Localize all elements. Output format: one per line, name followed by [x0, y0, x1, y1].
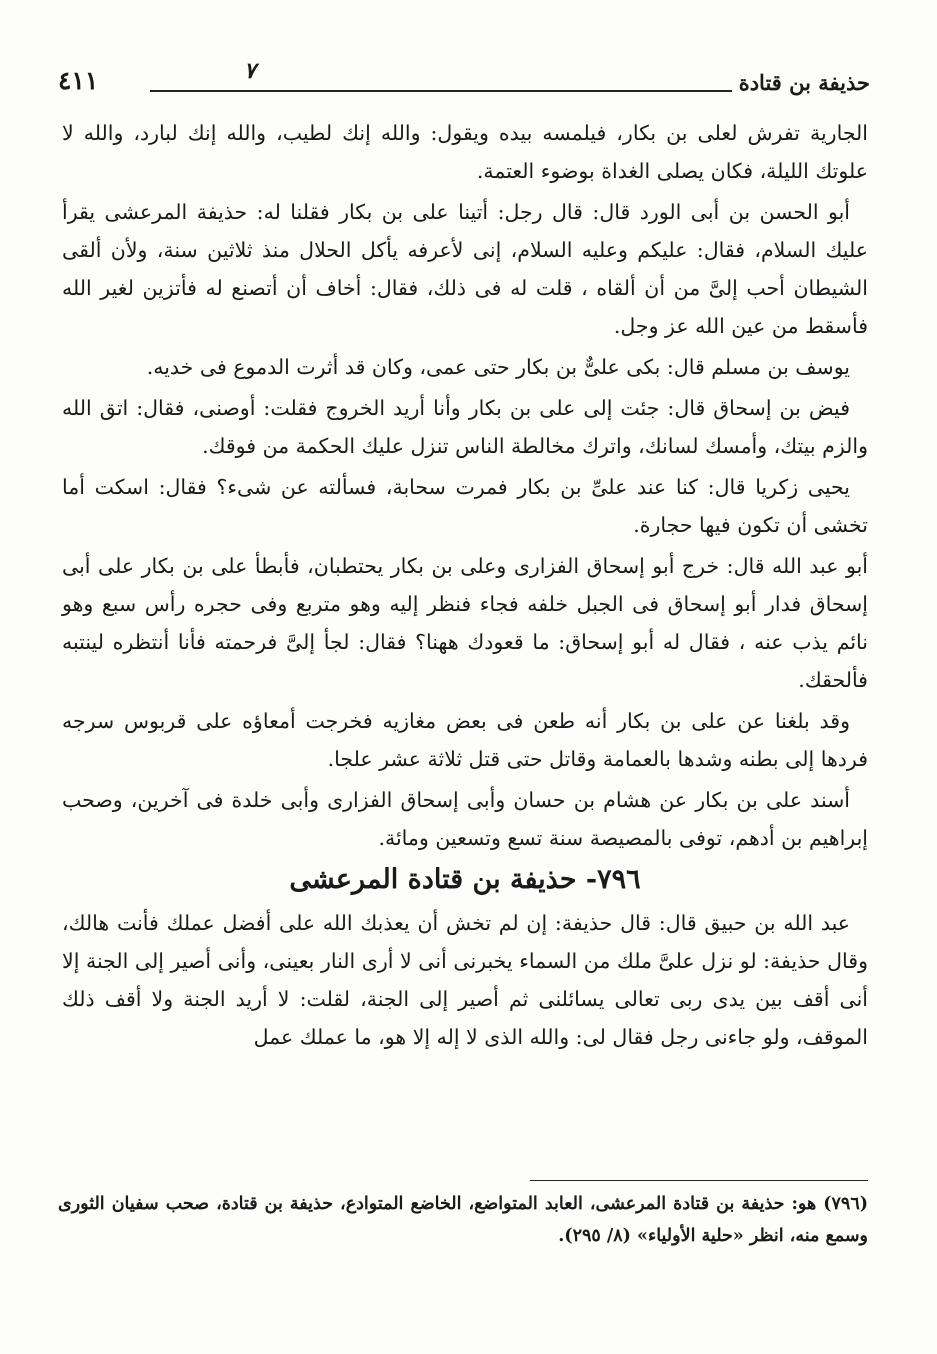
page-body — [62, 114, 868, 1059]
paragraph: فيض بن إسحاق قال: جئت إلى على بن بكار وأنا أريد الخروج فقلت: أوصنى، فقال: اتق الله والزم بيتك، وأمسك لسانك، واترك مخالطة الناس تنزل عليك الحكمة من فوقك. — [62, 396, 868, 458]
paragraph: يحيى زكريا قال: كنا عند علىِّ بن بكار فمرت سحابة، فسألته عن شىء؟ فقال: اسكت أما تخشى أن تكون فيها حجارة. — [62, 475, 868, 537]
page-number: ٤١١ — [58, 66, 99, 95]
paragraph: الجارية تفرش لعلى بن بكار، فيلمسه بيده ويقول: والله إنك لطيب، والله إنك لبارد، والله لا علوتك الليلة، فكان يصلى الغداة بوضوء العتمة. — [62, 121, 868, 183]
running-title: حذيفة بن قتادة — [738, 70, 870, 95]
paragraph: أبو عبد الله قال: خرج أبو إسحاق الفزارى وعلى بن بكار يحتطبان، فأبطأ على بن بكار على أبى إسحاق فدار أبو إسحاق فى الجبل خلفه فجاء فنظر إليه وهو متربع وفى حجره رأس سبع وهو نائم يذب عنه ، فقال له أبو إسحاق: ما قعودك ههنا؟ فقال: لجأ إلىَّ فرحمته فأنا أنتظره لينتبه فألحقك. — [62, 554, 868, 692]
header-rule — [150, 90, 732, 92]
margin-mark: ٧ — [244, 58, 256, 84]
section-heading: ٧٩٦- حذيفة بن قتادة المرعشى — [289, 864, 641, 895]
paragraph: يوسف بن مسلم قال: بكى علىٌّ بن بكار حتى عمى، وكان قد أثرت الدموع فى خديه. — [146, 355, 850, 379]
page-header — [58, 58, 870, 108]
paragraph: عبد الله بن حبيق قال: قال حذيفة: إن لم تخش أن يعذبك الله على أفضل عملك فأنت هالك، وقال حذيفة: لو نزل علىَّ ملك من السماء يخبرنى أنى لا أرى النار بعينى، وأنى أصير إلى الجنة إلا أنى أقف بين يدى ربى تعالى يسائلنى ثم أصير إلى الجنة، لقلت: لا أريد الجنة ولا أقف ذلك الموقف، ولو جاءنى رجل فقال لى: والله الذى لا إله إلا هو، ما عملك عمل — [62, 911, 868, 1049]
paragraph: وقد بلغنا عن على بن بكار أنه طعن فى بعض مغازيه فخرجت أمعاؤه على قربوس سرجه فردها إلى بطنه وشدها بالعمامة وقاتل حتى قتل ثلاثة عشر علجا. — [62, 709, 868, 771]
paragraph: أسند على بن بكار عن هشام بن حسان وأبى إسحاق الفزارى وأبى خلدة فى آخرين، وصحب إبراهيم بن أدهم، توفى بالمصيصة سنة تسع وتسعين ومائة. — [62, 788, 868, 850]
footnote: (٧٩٦) هو: حذيفة بن قتادة المرعشى، العابد المتواضع، الخاضع المتوادع، حذيفة بن قتادة، صحب سفيان الثورى وسمع منه، انظر «حلية الأولياء» (٨/ ٢٩٥). — [58, 1194, 868, 1246]
footnote-rule — [530, 1180, 868, 1181]
paragraph: أبو الحسن بن أبى الورد قال: قال رجل: أتينا على بن بكار فقلنا له: حذيفة المرعشى يقرأ عليك السلام، فقال: عليكم وعليه السلام، إنى لأعرفه يأكل الحلال منذ ثلاثين سنة، ولأن ألقى الشيطان أحب إلىَّ من أن ألقاه ، قلت له فى ذلك، فقال: أخاف أن أتصنع له فأتزين لغير الله فأسقط من عين الله عز وجل. — [62, 200, 868, 338]
